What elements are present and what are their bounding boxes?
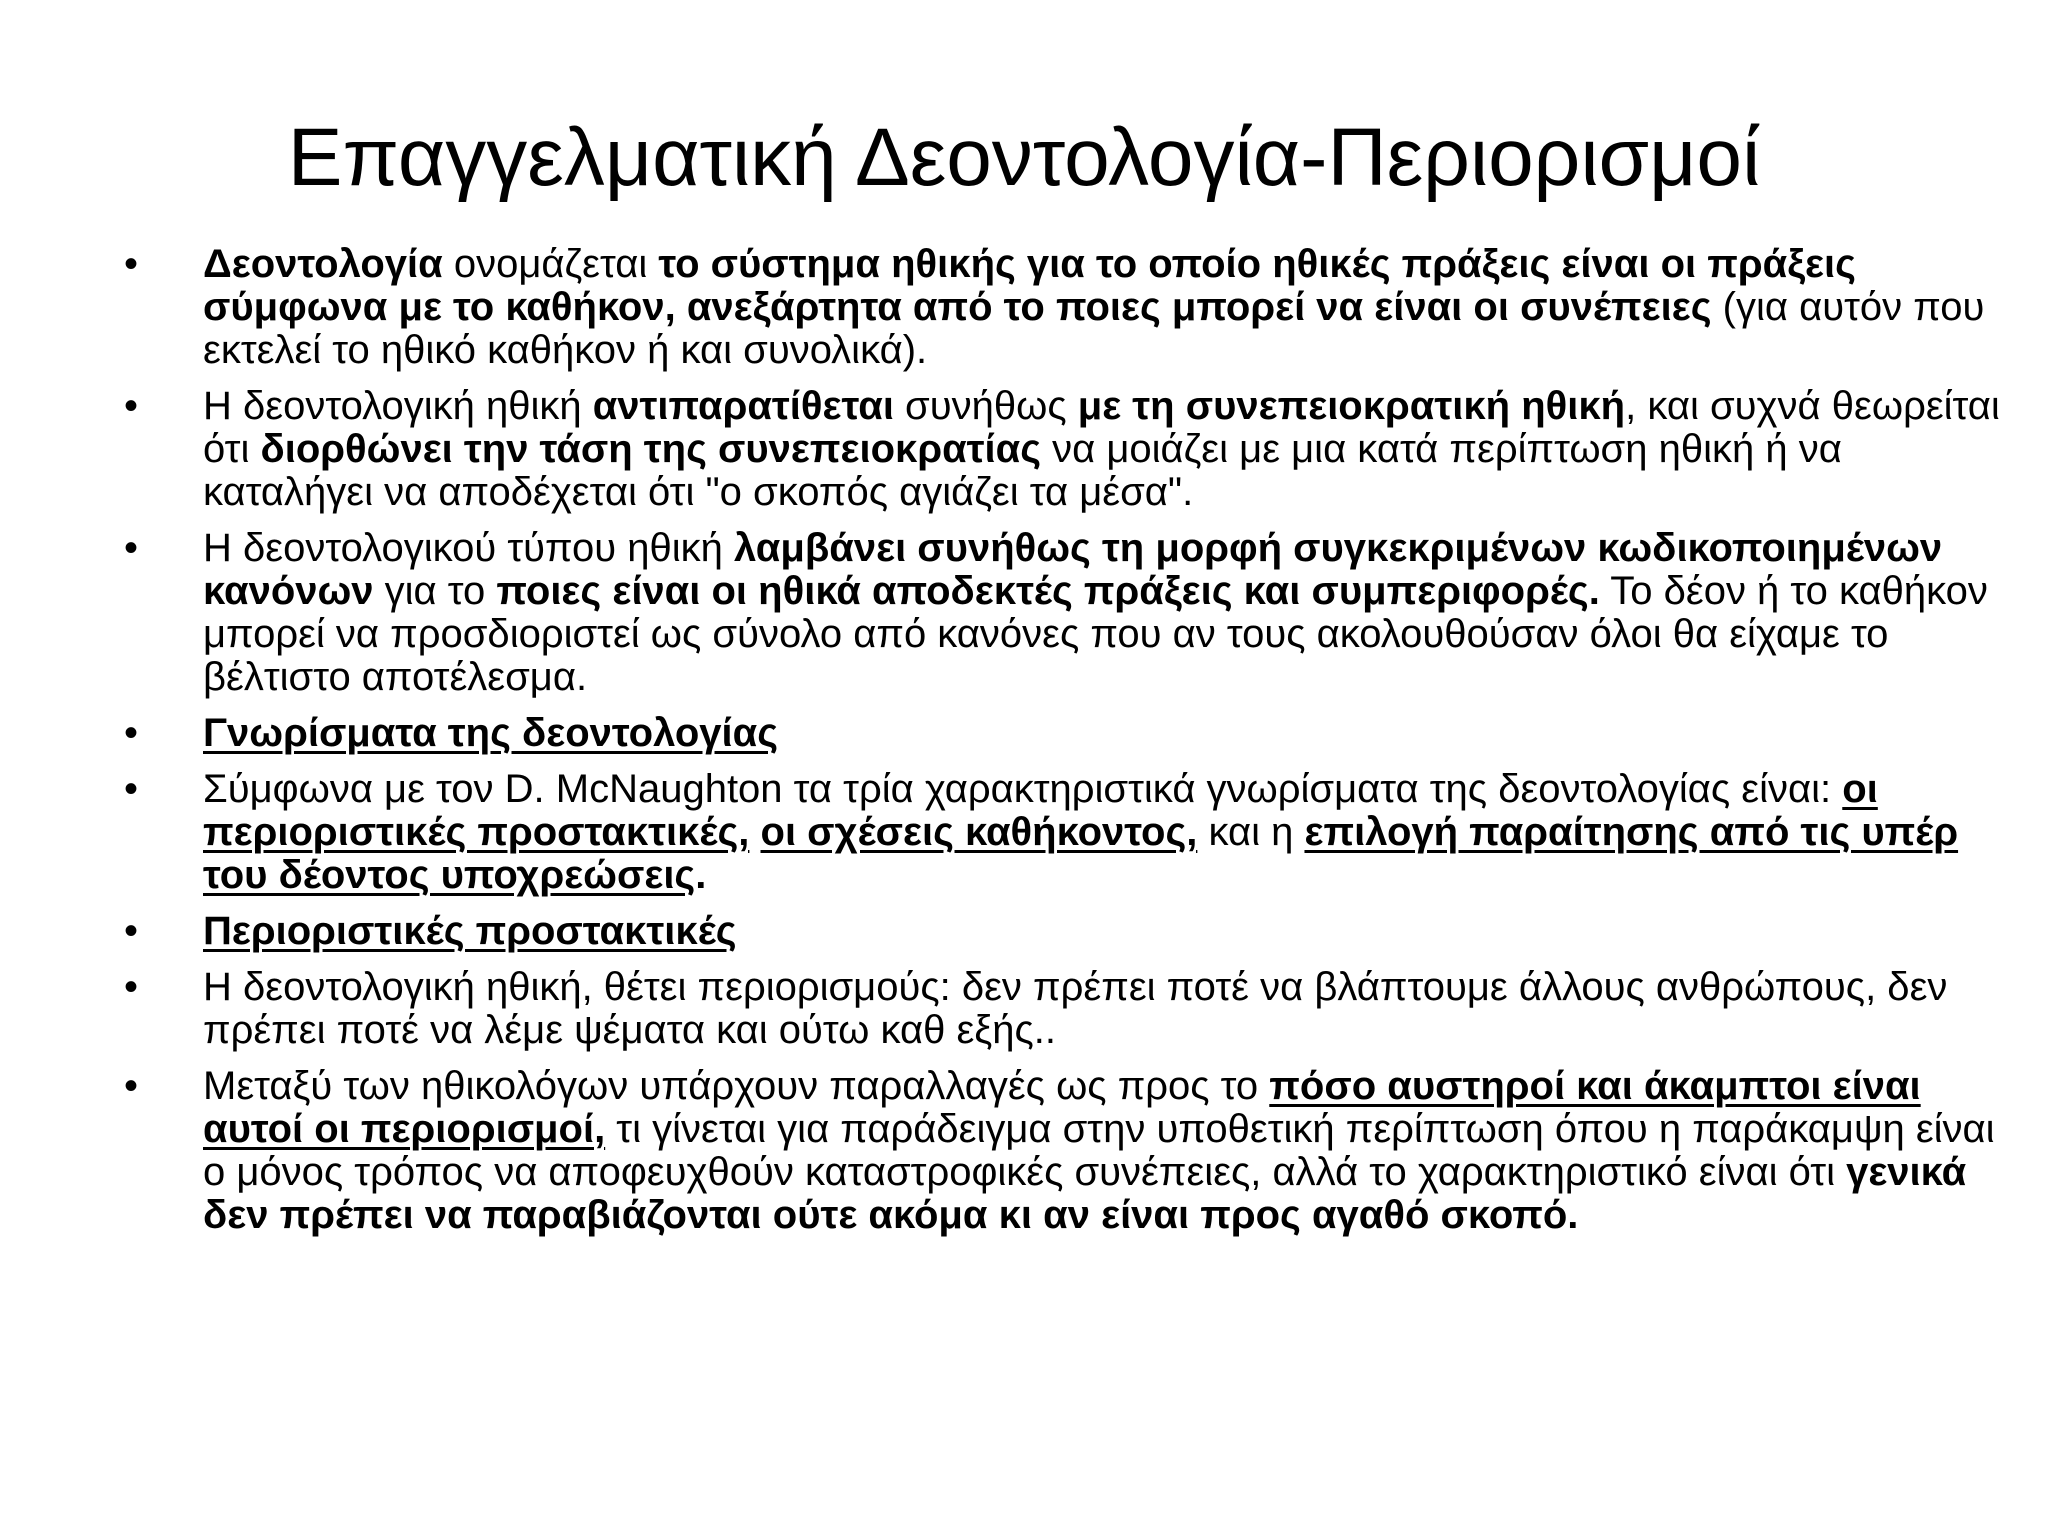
bullet-item xyxy=(0,243,2048,372)
bullet-dot-icon: • xyxy=(124,1064,139,1108)
bullet-list xyxy=(0,243,2048,1250)
bullet-emphasis-underlined: Περιοριστικές προστακτικές xyxy=(203,909,737,953)
bullet-text: για το xyxy=(373,569,497,613)
bullet-item xyxy=(0,712,2048,755)
bullet-emphasis-underlined: οι σχέσεις καθήκοντος, xyxy=(760,810,1198,854)
bullet-text: Η δεοντολογική ηθική, θέτει περιορισμούς: δεν πρέπει ποτέ να βλάπτουμε άλλους ανθρώπους, δεν πρέπει ποτέ να λέμε ψέματα και ούτω καθ εξής.. xyxy=(203,965,1948,1052)
bullet-emphasis: αντιπαρατίθεται xyxy=(592,384,894,428)
bullet-emphasis: γενικά δεν πρέπει να παραβιάζονται ούτε ακόμα κι αν είναι προς αγαθό σκοπό. xyxy=(203,1150,1967,1237)
bullet-text: Μεταξύ των ηθικολόγων υπάρχουν παραλλαγές ως προς το xyxy=(203,1064,1270,1108)
bullet-emphasis-underlined: επιλογή παραίτησης από τις υπέρ του δέοντος υποχρεώσεις xyxy=(203,810,1959,897)
slide-title: Επαγγελματική Δεοντολογία-Περιορισμοί xyxy=(287,112,1761,203)
bullet-text: Η δεοντολογικού τύπου ηθική xyxy=(203,526,735,570)
bullet-emphasis-underlined: πόσο αυστηροί και άκαμπτοι είναι αυτοί οι περιορισμοί, xyxy=(203,1064,1921,1151)
bullet-item xyxy=(0,768,2048,897)
bullet-emphasis-underlined: Γνωρίσματα της δεοντολογίας xyxy=(203,711,779,755)
bullet-text: (για αυτόν που εκτελεί το ηθικό καθήκον ή και συνολικά). xyxy=(203,285,1985,372)
bullet-item xyxy=(0,966,2048,1052)
bullet-dot-icon: • xyxy=(124,526,139,570)
bullet-emphasis: . xyxy=(695,853,707,897)
bullet-item xyxy=(0,527,2048,699)
bullet-text: ονομάζεται xyxy=(442,242,659,286)
bullet-text: Σύμφωνα με τον D. McNaughton τα τρία χαρακτηριστικά γνωρίσματα της δεοντολογίας είναι: xyxy=(203,767,1843,811)
bullet-text: τι γίνεται για παράδειγμα στην υποθετική περίπτωση όπου η παράκαμψη είναι ο μόνος τρόπος να αποφευχθούν καταστροφικές συνέπειες, αλλά το χαρακτηριστικό είναι ότι xyxy=(203,1107,1995,1194)
bullet-item xyxy=(0,385,2048,514)
bullet-text: και η xyxy=(1197,810,1305,854)
bullet-emphasis: ποιες είναι οι ηθικά αποδεκτές πράξεις και συμπεριφορές. xyxy=(496,569,1600,613)
bullet-emphasis: λαμβάνει συνήθως τη μορφή συγκεκριμένων κωδικοποιημένων κανόνων xyxy=(203,526,1943,613)
bullet-text: να μοιάζει με μια κατά περίπτωση ηθική ή να καταλήγει να αποδέχεται ότι "ο σκοπός αγιάζει τα μέσα". xyxy=(203,427,1842,514)
bullet-dot-icon: • xyxy=(124,767,139,811)
bullet-item xyxy=(0,1065,2048,1237)
bullet-text: Το δέον ή το καθήκον μπορεί να προσδιοριστεί ως σύνολο από κανόνες που αν τους ακολουθούσαν όλοι θα είχαμε το βέλτιστο αποτέλεσμα. xyxy=(203,569,1988,699)
bullet-dot-icon: • xyxy=(124,384,139,428)
bullet-text: Η δεοντολογική ηθική xyxy=(203,384,593,428)
bullet-item xyxy=(0,910,2048,953)
bullet-emphasis: Δεοντολογία xyxy=(203,242,443,286)
bullet-dot-icon: • xyxy=(124,711,139,755)
bullet-dot-icon: • xyxy=(124,242,139,286)
bullet-emphasis: με τη συνεπειοκρατική ηθική xyxy=(1077,384,1626,428)
bullet-emphasis: το σύστημα ηθικής για το οποίο ηθικές πράξεις είναι οι πράξεις σύμφωνα με το καθήκον, ανεξάρτητα από το ποιες μπορεί να είναι οι συνέπειες xyxy=(203,242,1856,329)
bullet-emphasis: διορθώνει την τάση της συνεπειοκρατίας xyxy=(260,427,1042,471)
bullet-text: , και συχνά θεωρείται ότι xyxy=(203,384,2000,471)
bullet-text xyxy=(749,810,760,854)
bullet-dot-icon: • xyxy=(124,909,139,953)
bullet-dot-icon: • xyxy=(124,965,139,1009)
bullet-text: συνήθως xyxy=(893,384,1078,428)
bullet-emphasis-underlined: οι περιοριστικές προστακτικές, xyxy=(203,767,1878,854)
